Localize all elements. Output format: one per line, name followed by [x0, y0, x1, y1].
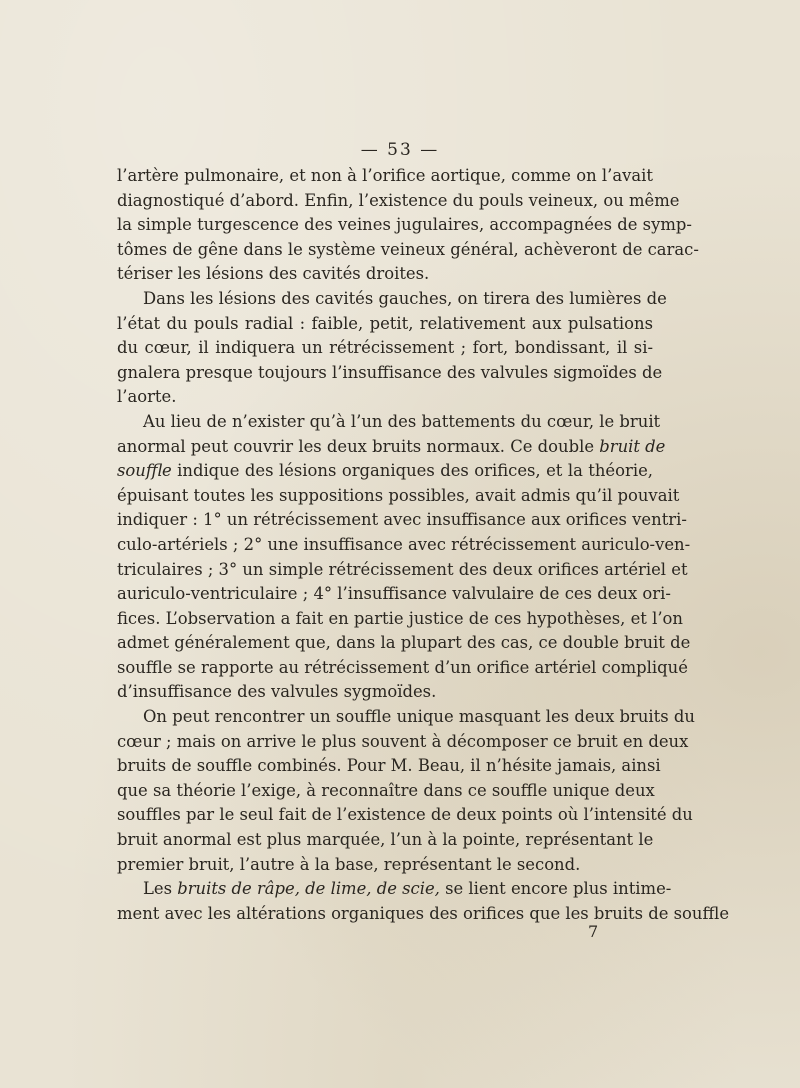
text-line: On peut rencontrer un souffle unique masquant les deux bruits du	[143, 707, 695, 727]
text-line: tériser les lésions des cavités droites.	[117, 264, 430, 284]
signature-mark: 7	[588, 922, 599, 941]
body-text	[117, 164, 730, 926]
page-number: — 53 —	[360, 140, 440, 160]
text-line: admet généralement que, dans la plupart des cas, ce double bruit de	[117, 633, 691, 653]
text-line: d’insuffisance des valvules sygmoïdes.	[117, 682, 437, 702]
text-line: la simple turgescence des veines jugulaires, accompagnées de symp-	[117, 215, 692, 235]
text-line: indiquer : 1° un rétrécissement avec insuffisance aux orifices ventri-	[117, 510, 687, 530]
text-line: auriculo-ventriculaire ; 4° l’insuffisance valvulaire de ces deux ori-	[117, 584, 671, 604]
text-line: bruit anormal est plus marquée, l’un à la pointe, représentant le	[117, 830, 654, 850]
text-line: anormal peut couvrir les deux bruits normaux. Ce double bruit de	[117, 436, 666, 456]
text-line: que sa théorie l’exige, à reconnaître dans ce souffle unique deux	[117, 780, 655, 800]
text-line: épuisant toutes les suppositions possibles, avait admis qu’il pouvait	[117, 485, 680, 505]
text-line: bruits de souffle combinés. Pour M. Beau, il n’hésite jamais, ainsi	[117, 756, 661, 776]
text-line: ment avec les altérations organiques des orifices que les bruits de souffle	[117, 903, 730, 923]
text-line: Au lieu de n’exister qu’à l’un des battements du cœur, le bruit	[143, 411, 661, 431]
text-line: l’état du pouls radial : faible, petit, relativement aux pulsations	[117, 313, 653, 333]
text-line: Les bruits de râpe, de lime, de scie, se lient encore plus intime-	[143, 879, 672, 899]
text-line: gnalera presque toujours l’insuffisance des valvules sigmoïdes de	[117, 362, 663, 382]
text-line: Dans les lésions des cavités gauches, on tirera des lumières de	[143, 288, 667, 308]
text-line: tômes de gêne dans le système veineux général, achèveront de carac-	[117, 239, 699, 259]
text-line: souffle indique des lésions organiques des orifices, et la théorie,	[117, 461, 653, 481]
text-line: souffles par le seul fait de l’existence de deux points où l’intensité du	[117, 805, 693, 825]
text-line: fices. L’observation a fait en partie justice de ces hypothèses, et l’on	[117, 608, 683, 628]
text-line: l’artère pulmonaire, et non à l’orifice aortique, comme on l’avait	[117, 166, 653, 185]
text-line: culo-artériels ; 2° une insuffisance avec rétrécissement auriculo-ven-	[117, 534, 691, 554]
text-line: premier bruit, l’autre à la base, représentant le second.	[117, 854, 581, 874]
text-line: diagnostiqué d’abord. Enfin, l’existence du pouls veineux, ou même	[117, 190, 680, 210]
text-line: l’aorte.	[117, 387, 177, 407]
text-line: cœur ; mais on arrive le plus souvent à décomposer ce bruit en deux	[117, 731, 689, 751]
text-line: souffle se rapporte au rétrécissement d’un orifice artériel compliqué	[117, 657, 688, 677]
text-line: triculaires ; 3° un simple rétrécissement des deux orifices artériel et	[117, 559, 688, 579]
text-line: du cœur, il indiquera un rétrécissement ; fort, bondissant, il si-	[117, 338, 653, 358]
